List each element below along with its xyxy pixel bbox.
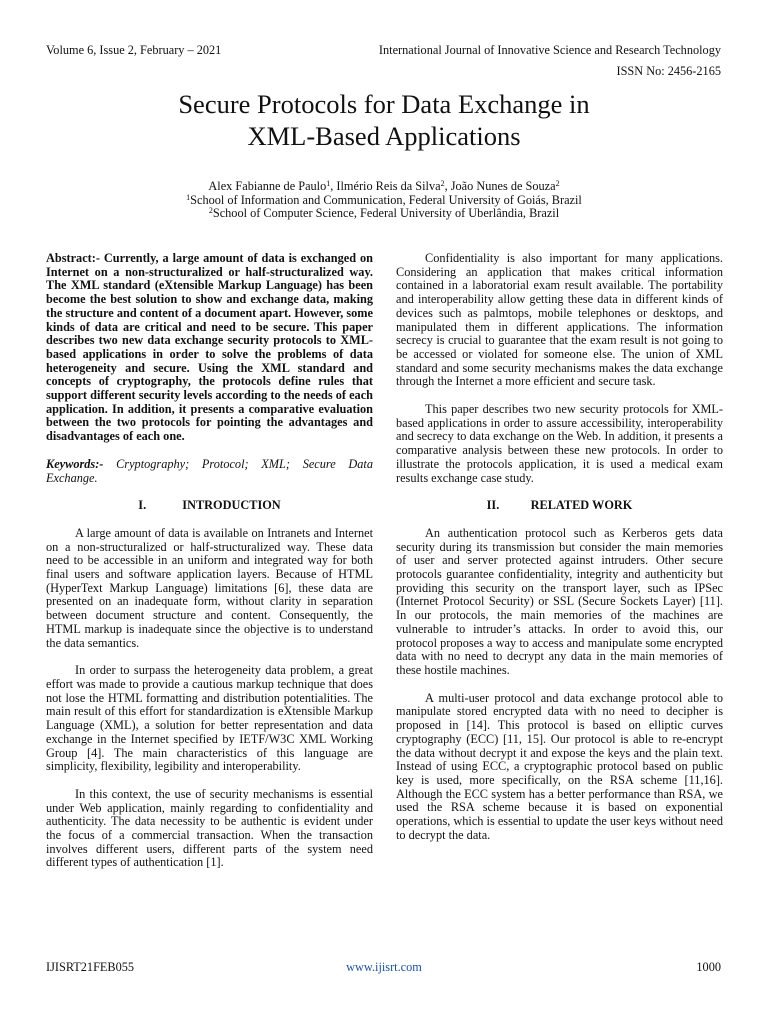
author-3-affil: 2 — [555, 179, 560, 188]
intro-paragraph: This paper describes two new security protocols for XML-based applications in order to assure accessibility, interoperability and secrecy to data exchange on the Web. In addition, it presents a comparative analysis between these new protocols. In order to illustrate the protocols application, it is used a medical exam results exchange case study. — [396, 402, 723, 485]
affiliation-1: $^1$School of Information and Communication, Federal University of Goiás, Brazil — [186, 192, 582, 207]
author-1: Alex Fabianne de Paulo — [208, 179, 327, 193]
section-heading-related-work: II. RELATED WORK — [486, 498, 633, 513]
issn: ISSN No: 2456-2165 — [616, 64, 721, 78]
affiliation-2: $^2$School of Computer Science, Federal University of Uberlândia, Brazil — [208, 206, 560, 221]
author-list: Alex Fabianne de Paulo$^1$, Ilmério Reis da Silva$^2$, João Nunes de Souza$^2$ — [208, 179, 560, 193]
intro-paragraph: In order to surpass the heterogeneity data problem, a great effort was made to provide a cautious markup technique that does not lose the HTML formatting and distribution potentialities. The main result of this effort for standardization is eXtensible Markup Language (XML), a solution for better representation and data exchange in the Internet specified by IETF/W3C XML Working Group [4]. The main characteristics of this language are simplicity, flexibility, legibility and interoperability. — [46, 663, 373, 774]
paper-title — [0, 88, 768, 152]
intro-paragraph: Confidentiality is also important for many applications. Considering an application that makes critical information contained in a laboratorial exam result available. The portability and interoperability allow getting these data in different kinds of devices such as palmtops, mobile telephones or desktops, and manipulated them in different applications. The information secrecy is crucial to guarantee that the exam result is not going to be accessed or violated for someone else. The union of XML standard and some security mechanisms makes the data exchange through the Internet a more efficient and secure task. — [396, 251, 723, 389]
abstract: Abstract:- Currently, a large amount of data is exchanged on Internet on a non-structuralized or half-structuralized way. The XML standard (eXtensible Markup Language) has been become the best solution to show and exchange data, making the structure and content of a document apart. However, some kinds of data are critical and need to be secure. This paper describes two new data exchange security protocols to XML-based applications in order to solve the problems of data heterogeneity and secure. Using the XML standard and concepts of cryptography, the protocols define rules that support different security levels according to the needs of each application. In addition, it presents a comparative evaluation between the two protocols for pointing the advantages and disadvantages of each one. — [46, 251, 373, 444]
paper-id: IJISRT21FEB055 — [46, 960, 135, 974]
related-paragraph: An authentication protocol such as Kerberos gets data security during its transmission but consider the main memories of user and server protected against intruders. Other secure protocols guarantee confidentiality, integrity and authenticity but providing this security on the transport layer, such as IPSec (Internet Protocol Security) or SSL (Secure Sockets Layer) [11]. In our protocols, the main memories of the machines are vulnerable to intruder’s attacks. In order to avoid this, our protocol proposes a way to access and manipulate some encrypted data with no need to decrypt any data in the main memories of these hostile machines. — [396, 525, 723, 677]
keywords — [46, 458, 373, 485]
author-2-affil: 2 — [440, 179, 445, 188]
journal-url-link[interactable]: www.ijisrt.com — [346, 960, 422, 974]
page-number: 1000 — [696, 960, 721, 974]
title-line-1: Secure Protocols for Data Exchange in — [178, 89, 590, 119]
title-line-2: XML-Based Applications — [247, 121, 521, 151]
left-column — [46, 252, 373, 884]
keywords-label: Keywords:- — [46, 456, 104, 471]
authors-block — [0, 180, 768, 221]
right-column — [396, 252, 723, 856]
intro-paragraph: In this context, the use of security mechanisms is essential under Web application, mainly regarding to confidentiality and authenticity. The data necessity to be authentic is evident under the focus of a commercial transaction. When the transaction involves different users, different parts of the system need different types of authentication [1]. — [46, 786, 373, 870]
intro-paragraph: A large amount of data is available on Intranets and Internet on a non-structuralized or half-structuralized way. These data need to be accessible in an uniform and integrated way for both final users and software application layers. Because of HTML (HyperText Markup Language) limitations [6], these data are presented on an inadequate form, without clarity in separation between document structure and content. Consequently, the HTML markup is inadequate since the objective is to understand the data semantics. — [46, 525, 373, 650]
volume-issue: Volume 6, Issue 2, February – 2021 — [46, 43, 222, 57]
author-1-affil: 1 — [326, 179, 331, 188]
author-2: Ilmério Reis da Silva — [336, 179, 441, 193]
related-paragraph: A multi-user protocol and data exchange protocol able to manipulate stored encrypted data with no need to decipher is proposed in [14]. This protocol is based on elliptic curves cryptography (ECC) [11, 15]. Our protocol is able to re-encrypt the data without decrypt it and expose the keys and the plain text. Instead of using ECC, a cryptographic protocol based on public key is used, more specifically, on the RSA scheme [11,16]. Although the ECC system has a better performance than RSA, we used the RSA scheme because it is based on exponential operations, which is essential to update the user keys without need to decrypt the data. — [396, 690, 723, 842]
journal-name: International Journal of Innovative Science and Research Technology — [378, 43, 721, 57]
author-3: João Nunes de Souza — [450, 179, 556, 193]
section-heading-introduction: I. INTRODUCTION — [138, 498, 281, 513]
keywords-text: Cryptography; Protocol; XML; Secure Data Exchange. — [46, 456, 374, 485]
